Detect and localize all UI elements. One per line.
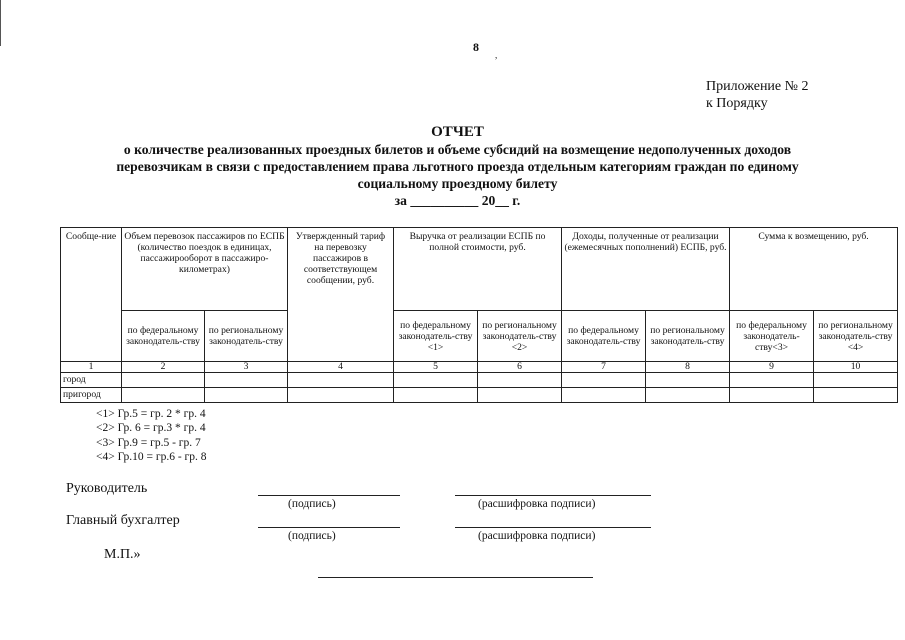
accountant-decoding-line bbox=[455, 527, 651, 528]
bottom-rule bbox=[318, 577, 593, 578]
table-header-row bbox=[61, 228, 898, 311]
column-number: 6 bbox=[478, 362, 562, 373]
table-cell bbox=[122, 373, 205, 388]
subheader-col-3: по региональному законодатель-ству bbox=[205, 311, 288, 362]
table-cell bbox=[205, 388, 288, 403]
row-label-suburb: пригород bbox=[61, 388, 122, 403]
column-number: 9 bbox=[730, 362, 814, 373]
table-cell bbox=[646, 373, 730, 388]
footnote-1: <1> Гр.5 = гр. 2 * гр. 4 bbox=[96, 408, 206, 420]
scan-speck: , bbox=[495, 50, 498, 60]
head-decoding-caption: (расшифровка подписи) bbox=[478, 498, 596, 510]
table-cell bbox=[730, 388, 814, 403]
subheader-col-2: по федеральному законодатель-ству bbox=[122, 311, 205, 362]
column-number: 8 bbox=[646, 362, 730, 373]
report-subtitle-line-3: социальному проездному билету bbox=[357, 176, 558, 191]
subheader-col-8: по региональному законодатель-ству bbox=[646, 311, 730, 362]
table-cell bbox=[478, 388, 562, 403]
table-cell bbox=[730, 373, 814, 388]
header-volume: Объем перевозок пассажиров по ЕСПБ (количество поездок в единицах, пассажирооборот в пассажиро-километрах) bbox=[122, 228, 288, 311]
page-number: 8 bbox=[473, 40, 479, 54]
head-signature-caption: (подпись) bbox=[288, 498, 336, 510]
head-signature-line bbox=[258, 495, 400, 496]
report-title-block bbox=[40, 124, 875, 209]
report-title: ОТЧЕТ bbox=[431, 124, 484, 140]
table-row bbox=[61, 388, 898, 403]
column-number-row bbox=[61, 362, 898, 373]
table-cell bbox=[288, 373, 394, 388]
appendix-line-2: к Порядку bbox=[706, 96, 768, 111]
header-message: Сообще-ние bbox=[61, 228, 122, 362]
table-cell bbox=[646, 388, 730, 403]
table-cell bbox=[562, 373, 646, 388]
accountant-signature-caption: (подпись) bbox=[288, 530, 336, 542]
table-cell bbox=[814, 373, 898, 388]
table-cell bbox=[288, 388, 394, 403]
subheader-col-9: по федеральному законодатель-ству<3> bbox=[730, 311, 814, 362]
report-subtitle-line-1: о количестве реализованных проездных билетов и объеме субсидий на возмещение недополученных доходов bbox=[123, 142, 792, 157]
column-number: 5 bbox=[394, 362, 478, 373]
subheader-col-5: по федеральному законодатель-ству <1> bbox=[394, 311, 478, 362]
footnote-3: <3> Гр.9 = гр.5 - гр. 7 bbox=[96, 436, 201, 449]
accountant-label: Главный бухгалтер bbox=[66, 513, 180, 528]
head-decoding-line bbox=[455, 495, 651, 496]
accountant-signature-line bbox=[258, 527, 400, 528]
table-cell bbox=[205, 373, 288, 388]
column-number: 7 bbox=[562, 362, 646, 373]
column-number: 4 bbox=[288, 362, 394, 373]
seal-label: М.П.» bbox=[104, 547, 141, 562]
report-table bbox=[60, 227, 898, 403]
header-revenue: Выручка от реализации ЕСПБ по полной стоимости, руб. bbox=[394, 228, 562, 311]
report-period: за __________ 20__ г. bbox=[394, 193, 521, 208]
footnote-2: <2> Гр. 6 = гр.3 * гр. 4 bbox=[96, 422, 206, 435]
column-number: 1 bbox=[61, 362, 122, 373]
table-cell bbox=[394, 388, 478, 403]
head-label: Руководитель bbox=[66, 481, 148, 496]
footnotes bbox=[96, 407, 207, 464]
appendix-reference bbox=[706, 78, 809, 112]
header-compensation: Сумма к возмещению, руб. bbox=[730, 228, 898, 311]
subheader-col-7: по федеральному законодатель-ству bbox=[562, 311, 646, 362]
table-cell bbox=[814, 388, 898, 403]
row-label-city: город bbox=[61, 373, 122, 388]
table-cell bbox=[478, 373, 562, 388]
footnote-4: <4> Гр.10 = гр.6 - гр. 8 bbox=[96, 450, 207, 463]
table-row bbox=[61, 373, 898, 388]
report-subtitle-line-2: перевозчикам в связи с предоставлением права льготного проезда отдельным категориям граждан по единому bbox=[116, 159, 799, 174]
table-subheader-row bbox=[61, 311, 898, 362]
subheader-col-6: по региональному законодатель-ству <2> bbox=[478, 311, 562, 362]
page-edge-rule bbox=[0, 0, 1, 46]
header-tariff: Утвержденный тариф на перевозку пассажиров в соответствующем сообщении, руб. bbox=[288, 228, 394, 362]
table-cell bbox=[122, 388, 205, 403]
column-number: 10 bbox=[814, 362, 898, 373]
appendix-line-1: Приложение № 2 bbox=[706, 79, 809, 94]
header-income: Доходы, полученные от реализации (ежемесячных пополнений) ЕСПБ, руб. bbox=[562, 228, 730, 311]
table-cell bbox=[562, 388, 646, 403]
accountant-decoding-caption: (расшифровка подписи) bbox=[478, 530, 596, 542]
column-number: 3 bbox=[205, 362, 288, 373]
subheader-col-10: по региональному законодатель-ству <4> bbox=[814, 311, 898, 362]
table-cell bbox=[394, 373, 478, 388]
column-number: 2 bbox=[122, 362, 205, 373]
